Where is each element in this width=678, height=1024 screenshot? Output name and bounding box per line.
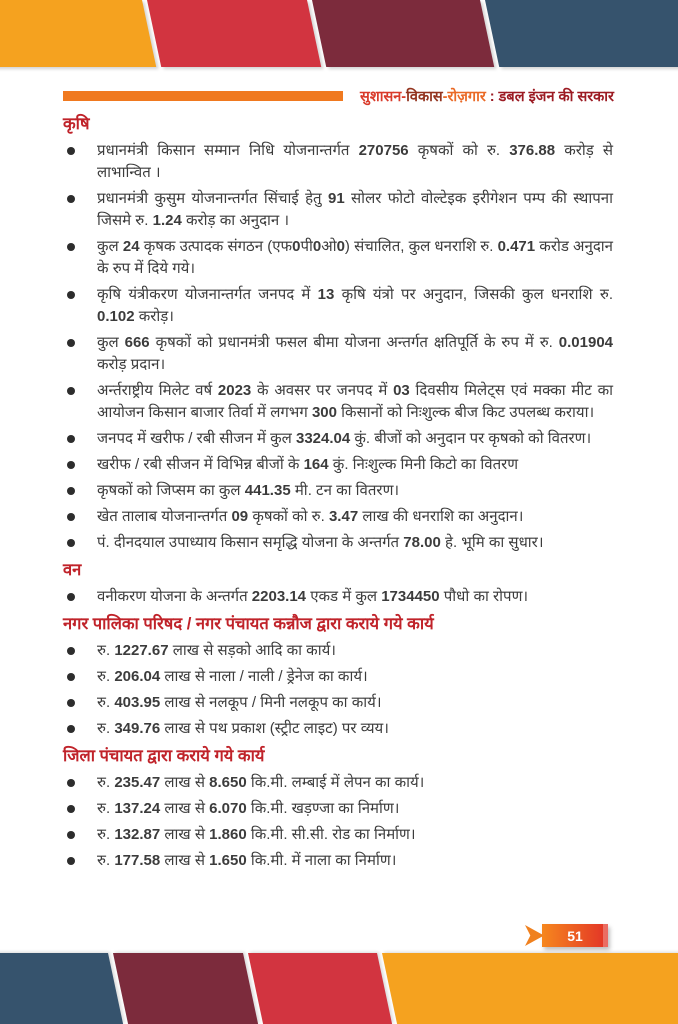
forest-bullet-list [63, 586, 613, 608]
banner-shape-orange [0, 0, 156, 67]
section-heading-district-panchayat: जिला पंचायत द्वारा कराये गये कार्य [63, 747, 265, 765]
bullet-text: रु. 177.58 लाख से 1.650 कि.मी. में नाला का निर्माण। [97, 852, 397, 869]
bullet-text: जनपद में खरीफ / रबी सीजन में कुल 3324.04 कुं. बीजों को अनुदान पर कृषको को वितरण। [97, 430, 592, 447]
header-rule [63, 91, 343, 101]
section-heading-municipality: नगर पालिका परिषद / नगर पंचायत कन्नौज द्वारा कराये गये कार्य [63, 615, 434, 633]
bullet-icon [67, 195, 75, 203]
bullet-text: रु. 206.04 लाख से नाला / नाली / ड्रेनेज का कार्य। [97, 668, 368, 685]
banner-shape-red [248, 953, 392, 1024]
list-item [63, 640, 613, 662]
list-item [63, 140, 613, 184]
list-item [63, 236, 613, 280]
bullet-icon [67, 487, 75, 495]
bullet-icon [67, 725, 75, 733]
main-content [63, 110, 613, 876]
bullet-text: कुल 24 कृषक उत्पादक संगठन (एफ0पी0ओ0) संचालित, कुल धनराशि रु. 0.471 करोड अनुदान के रुप में दिये गये। [97, 238, 613, 277]
list-item [63, 454, 613, 476]
bottom-banner [0, 953, 678, 1024]
bullet-text: अर्न्तराष्ट्रीय मिलेट वर्ष 2023 के अवसर पर जनपद में 03 दिवसीय मिलेट्स एवं मक्का मीट का आयोजन किसान बाजार तिर्वा में लगभग 300 किसानों को निःशुल्क बीज किट उपलब्ध कराया। [97, 382, 614, 421]
list-item [63, 428, 613, 450]
bullet-icon [67, 647, 75, 655]
list-item [63, 480, 613, 502]
bullet-icon [67, 387, 75, 395]
bullet-text: पं. दीनदयाल उपाध्याय किसान समृद्धि योजना के अन्तर्गत 78.00 हे. भूमि का सुधार। [97, 534, 544, 551]
list-item [63, 666, 613, 688]
bullet-icon [67, 805, 75, 813]
slogan-segment: विकास [406, 89, 443, 105]
page-number: 51 [567, 927, 583, 944]
slogan-segment: सुशासन- [360, 89, 407, 105]
bullet-icon [67, 243, 75, 251]
list-item [63, 506, 613, 528]
list-item [63, 284, 613, 328]
list-item [63, 532, 613, 554]
slogan-segment: -रोज़गार [442, 89, 486, 105]
bullet-text: कृषकों को जिप्सम का कुल 441.35 मी. टन का वितरण। [97, 482, 400, 499]
bullet-icon [67, 291, 75, 299]
list-item [63, 718, 613, 740]
agriculture-bullet-list [63, 140, 613, 554]
banner-shape-blue [0, 953, 123, 1024]
list-item [63, 188, 613, 232]
banner-shape-maroon [312, 0, 494, 67]
bullet-icon [67, 779, 75, 787]
list-item [63, 586, 613, 608]
list-item [63, 692, 613, 714]
bullet-text: खरीफ / रबी सीजन में विभिन्न बीजों के 164 कुं. निःशुल्क मिनी किटो का वितरण [97, 456, 519, 473]
bullet-icon [67, 461, 75, 469]
bullet-icon [67, 435, 75, 443]
list-item [63, 824, 613, 846]
bullet-text: रु. 235.47 लाख से 8.650 कि.मी. लम्बाई में लेपन का कार्य। [97, 774, 425, 791]
list-item [63, 332, 613, 376]
bullet-text: खेत तालाब योजनान्तर्गत 09 कृषकों को रु. 3.47 लाख की धनराशि का अनुदान। [97, 508, 524, 525]
page-header [63, 86, 614, 106]
list-item [63, 850, 613, 872]
page-number-ribbon [542, 924, 608, 947]
bullet-icon [67, 593, 75, 601]
bullet-icon [67, 147, 75, 155]
bullet-icon [67, 339, 75, 347]
bullet-icon [67, 539, 75, 547]
banner-shape-maroon [113, 953, 258, 1024]
list-item [63, 380, 613, 424]
bullet-text: कुल 666 कृषकों को प्रधानमंत्री फसल बीमा योजना अन्तर्गत क्षतिपूर्ति के रुप में रु. 0.01904 करोड़ प्रदान। [97, 334, 614, 373]
bullet-text: रु. 1227.67 लाख से सड़को आदि का कार्य। [97, 642, 336, 659]
bullet-text: प्रधानमंत्री किसान सम्मान निधि योजनान्तर्गत 270756 कृषकों को रु. 376.88 करोड़ से लाभान्वित । [97, 142, 614, 181]
district-panchayat-bullet-list [63, 772, 613, 872]
bullet-text: रु. 137.24 लाख से 6.070 कि.मी. खड़ण्जा का निर्माण। [97, 800, 400, 817]
bullet-text: वनीकरण योजना के अन्तर्गत 2203.14 एकड में कुल 1734450 पौधो का रोपण। [97, 588, 529, 605]
bullet-icon [67, 831, 75, 839]
bullet-text: रु. 349.76 लाख से पथ प्रकाश (स्ट्रीट लाइट) पर व्यय। [97, 720, 389, 737]
bullet-icon [67, 513, 75, 521]
bullet-text: रु. 132.87 लाख से 1.860 कि.मी. सी.सी. रोड का निर्माण। [97, 826, 416, 843]
section-heading-forest: वन [63, 561, 82, 579]
bullet-text: कृषि यंत्रीकरण योजनान्तर्गत जनपद में 13 कृषि यंत्रो पर अनुदान, जिसकी कुल धनराशि रु. 0.102 करोड़। [97, 286, 614, 325]
municipality-bullet-list [63, 640, 613, 740]
bullet-icon [67, 699, 75, 707]
header-slogan [343, 86, 614, 106]
list-item [63, 772, 613, 794]
bullet-text: रु. 403.95 लाख से नलकूप / मिनी नलकूप का कार्य। [97, 694, 382, 711]
bullet-text: प्रधानमंत्री कुसुम योजनान्तर्गत सिंचाई हेतु 91 सोलर फोटो वोल्टेइक इरीगेशन पम्प की स्थापना जिसमे रु. 1.24 करोड़ का अनुदान । [97, 190, 613, 229]
top-banner [0, 0, 678, 67]
bullet-icon [67, 673, 75, 681]
slogan-segment: : डबल इंजन की सरकार [485, 89, 614, 105]
banner-shape-red [147, 0, 321, 67]
page-number-badge [525, 924, 611, 947]
banner-shape-blue [485, 0, 678, 67]
bullet-icon [67, 857, 75, 865]
section-heading-agriculture: कृषि [63, 115, 90, 133]
list-item [63, 798, 613, 820]
banner-shape-orange [382, 953, 678, 1024]
